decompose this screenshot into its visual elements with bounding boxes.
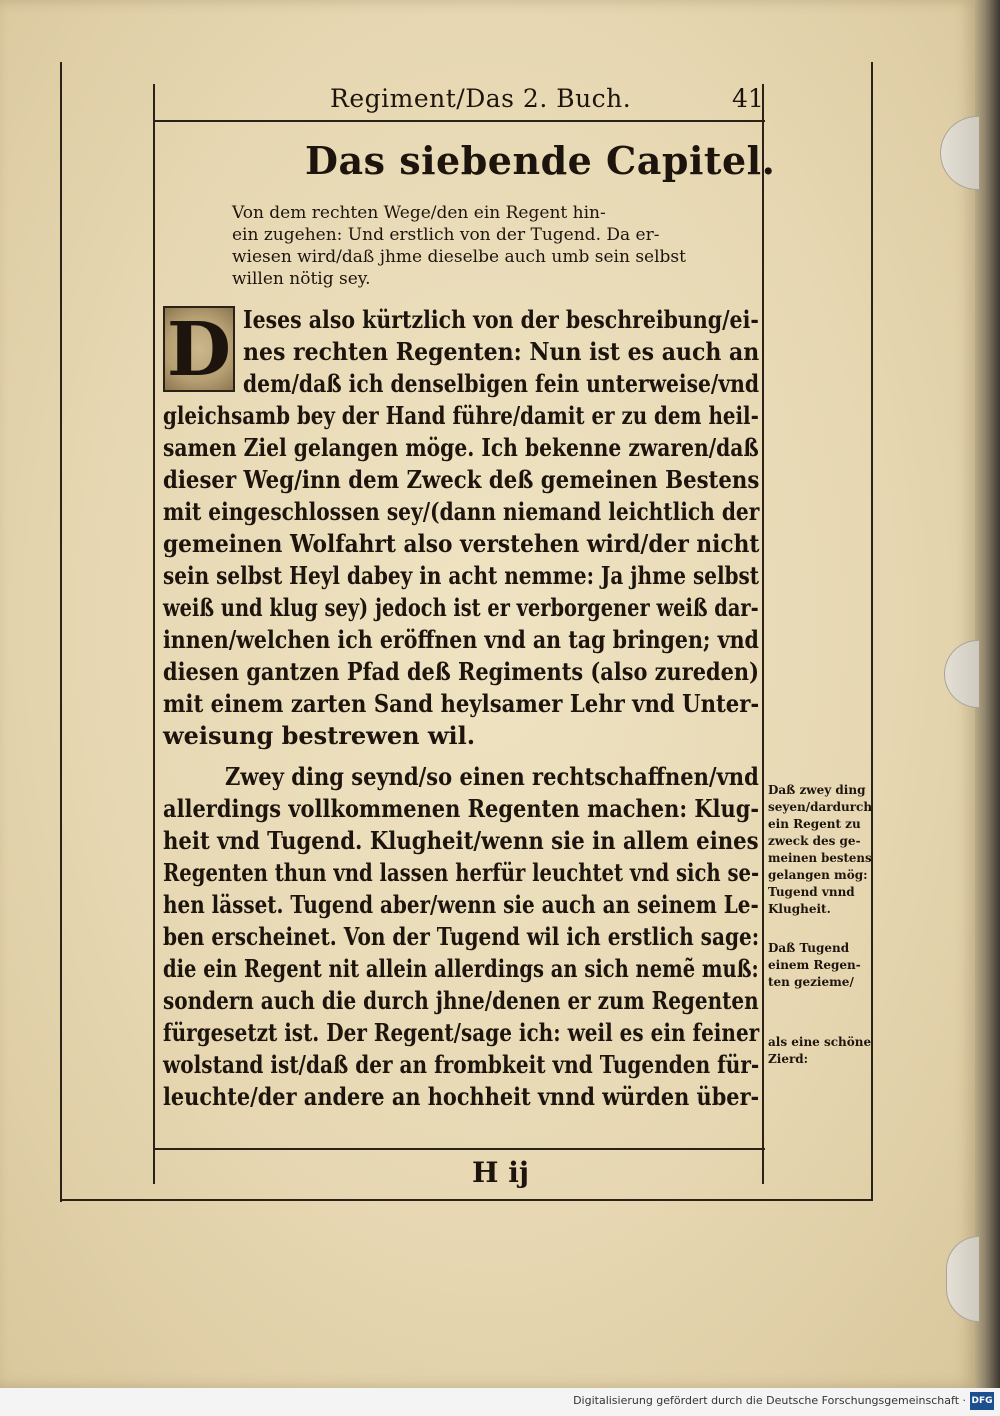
text-line: samen Ziel gelangen möge. Ich bekenne zwaren/daß <box>163 433 759 462</box>
text-line: dieser Weg/inn dem Zweck deß gemeinen Bestens <box>163 465 760 494</box>
marginal-line: seyen/dardurch <box>768 800 873 814</box>
marginal-line: Zierd: <box>768 1052 809 1066</box>
chapter-summary <box>232 202 706 290</box>
outer-right-rule <box>871 62 873 1200</box>
outer-bottom-rule <box>60 1199 873 1201</box>
text-line: gleichsamb bey der Hand führe/damit er zu dem heil- <box>163 401 759 430</box>
text-line: wolstand ist/daß der an frombkeit vnd Tugenden für- <box>163 1050 760 1079</box>
text-line: diesen gantzen Pfad deß Regiments (also zureden) <box>163 657 759 686</box>
inner-right-rule <box>762 84 764 1184</box>
marginal-note <box>768 1034 872 1068</box>
text-line: allerdings vollkommenen Regenten machen: Klug- <box>163 794 760 823</box>
outer-left-rule <box>60 62 62 1202</box>
marginal-line: Daß zwey ding <box>768 783 866 797</box>
text-line: ben erscheinet. Von der Tugend wil ich erstlich sage: <box>163 922 760 951</box>
summary-line: willen nötig sey. <box>232 269 371 289</box>
text-line: Regenten thun vnd lassen herfür leuchtet vnd sich se- <box>163 858 760 887</box>
text-line: weisung bestrewen wil. <box>163 721 476 750</box>
marginal-note <box>768 940 872 991</box>
decorated-initial <box>163 306 235 392</box>
text-line: fürgesetzt ist. Der Regent/sage ich: weil es ein feiner <box>163 1018 760 1047</box>
text-line: weiß und klug sey) jedoch ist er verborgener weiß dar- <box>163 593 759 622</box>
marginal-line: Tugend vnnd <box>768 885 855 899</box>
funding-notice: Digitalisierung gefördert durch die Deutsche Forschungsgemeinschaft · <box>573 1394 966 1407</box>
page-number: 41 <box>732 84 764 113</box>
marginal-line: Klugheit. <box>768 902 831 916</box>
marginal-line: Daß Tugend <box>768 941 850 955</box>
summary-line: ein zugehen: Und erstlich von der Tugend. Da er- <box>232 225 660 245</box>
text-line: sondern auch die durch jhne/denen er zum Regenten <box>163 986 759 1015</box>
marginal-line: als eine schöne <box>768 1035 872 1049</box>
text-line: heit vnd Tugend. Klugheit/wenn sie in allem eines <box>163 826 759 855</box>
marginal-note <box>768 782 872 918</box>
marginal-line: ein Regent zu <box>768 817 861 831</box>
signature-mark: H ij <box>472 1156 529 1189</box>
marginal-line: meinen bestens <box>768 851 872 865</box>
chapter-title: Das siebende Capitel. <box>305 138 776 183</box>
marginal-line: ten gezieme/ <box>768 975 854 989</box>
summary-line: wiesen wird/daß jhme dieselbe auch umb sein selbst <box>232 247 686 267</box>
text-line: nes rechten Regenten: Nun ist es auch an <box>243 337 760 366</box>
text-line: mit eingeschlossen sey/(dann niemand leichtlich der <box>163 497 760 526</box>
text-line: innen/welchen ich eröffnen vnd an tag bringen; vnd <box>163 625 759 654</box>
text-line: gemeinen Wolfahrt also verstehen wird/der nicht <box>163 529 760 558</box>
inner-left-rule <box>153 84 155 1184</box>
header-rule <box>153 120 765 122</box>
running-head: Regiment/Das 2. Buch. <box>330 84 632 113</box>
dfg-logo[interactable]: DFG <box>970 1392 994 1410</box>
footer-rule <box>153 1148 765 1150</box>
summary-line: Von dem rechten Wege/den ein Regent hin- <box>232 203 606 223</box>
initial-letter: D <box>166 307 232 393</box>
text-line: Ieses also kürtzlich von der beschreibung/ei- <box>243 305 759 334</box>
text-line: sein selbst Heyl dabey in acht nemme: Ja jhme selbst <box>163 561 760 590</box>
marginal-line: zweck des ge- <box>768 834 861 848</box>
text-line: die ein Regent nit allein allerdings an sich nemẽ muß: <box>163 954 759 983</box>
footer-bar <box>0 1388 1000 1416</box>
marginal-line: gelangen mög: <box>768 868 868 882</box>
text-line: leuchte/der andere an hochheit vnnd würden über- <box>163 1082 760 1111</box>
text-line: Zwey ding seynd/so einen rechtschaffnen/vnd <box>225 762 759 791</box>
text-line: hen lässet. Tugend aber/wenn sie auch an seinem Le- <box>163 890 759 919</box>
text-line: mit einem zarten Sand heylsamer Lehr vnd Unter- <box>163 689 760 718</box>
text-line: dem/daß ich denselbigen fein unterweise/vnd <box>243 369 760 398</box>
marginal-line: einem Regen- <box>768 958 861 972</box>
